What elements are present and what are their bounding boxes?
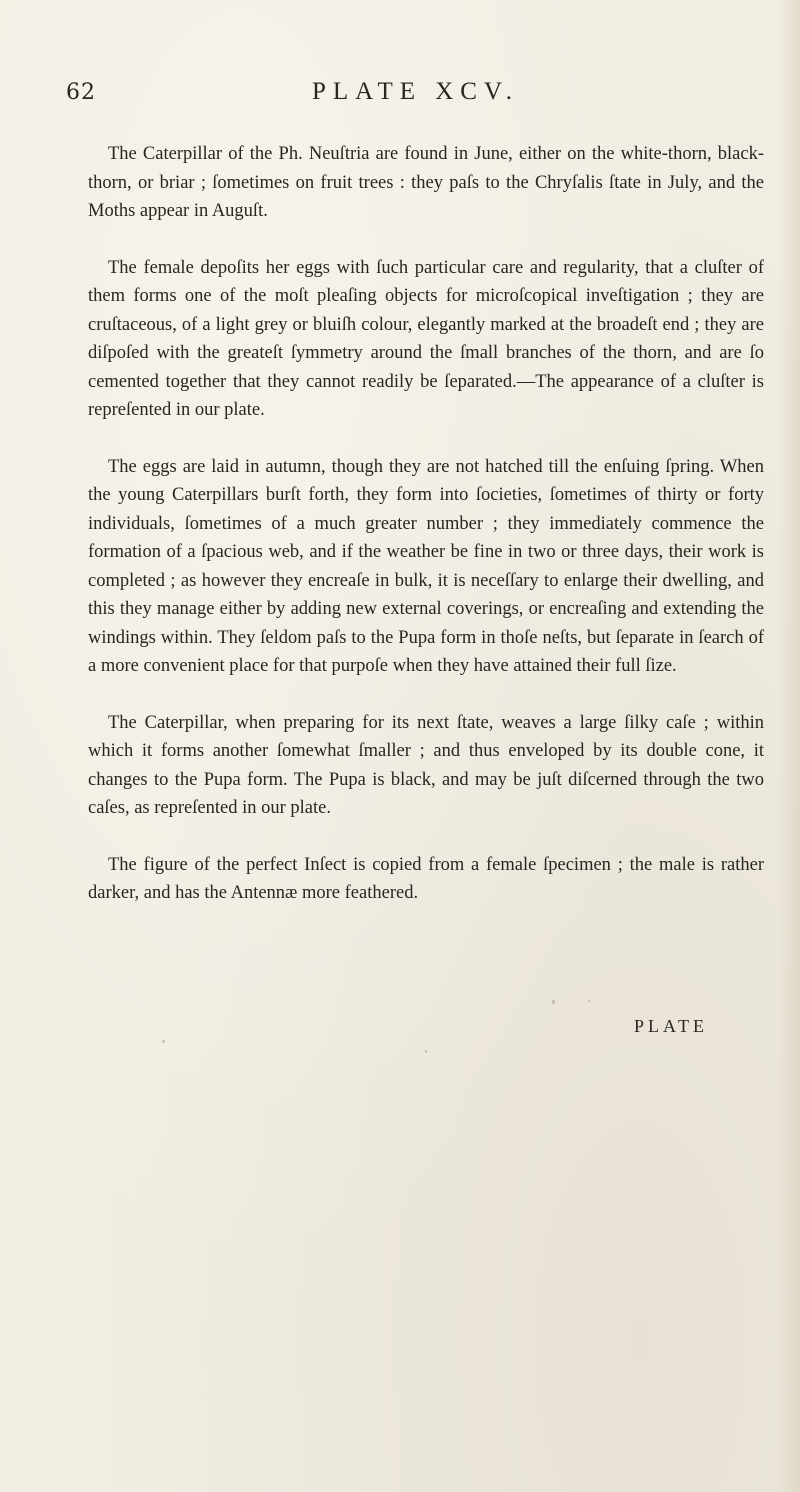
paragraph-4: The Caterpillar, when preparing for its next ſtate, weaves a large ſilky caſe ; within which it forms another ſomewhat ſmaller ; and thus enveloped by its double cone, it changes to the Pupa form. The Pupa is black, and may be juſt diſcerned through the two caſes, as repreſented in our plate. xyxy=(88,712,764,818)
paragraph-5: The figure of the perfect Inſect is copied from a female ſpecimen ; the male is rather darker, and has the Antennæ more feathered. xyxy=(88,854,764,903)
paragraph-3: The eggs are laid in autumn, though they are not hatched till the enſuing ſpring. When the young Caterpillars burſt forth, they form into ſocieties, ſometimes of thirty or forty individuals, ſometimes of a much greater number ; they immediately commence the formation of a ſpacious web, and if the weather be fine in two or three days, their work is completed ; as however they encreaſe in bulk, it is neceſſary to enlarge their dwelling, and this they manage either by adding new external coverings, or encreaſing and extending the windings within. They ſeldom paſs to the Pupa form in thoſe neſts, but ſeparate in ſearch of a more convenient place for that purpoſe when they have attained their full ſize. xyxy=(88,456,764,676)
paper-speck xyxy=(588,1000,590,1002)
paragraph-2: The female depoſits her eggs with ſuch particular care and regularity, that a cluſter of them forms one of the moſt pleaſing objects for microſcopical inveſtigation ; they are cruſtaceous, of a light grey or bluiſh colour, elegantly marked at the broadeſt end ; they are diſpoſed with the greateſt ſymmetry around the ſmall branches of the thorn, and are ſo cemented together that they cannot readily be ſeparated.—The appearance of a cluſter is repreſented in our plate. xyxy=(88,257,764,420)
body-text xyxy=(88,140,764,936)
paper-speck xyxy=(425,1050,427,1053)
page-number: 62 xyxy=(66,80,96,105)
catchword: PLATE xyxy=(634,1016,708,1036)
page-edge-shadow xyxy=(778,0,800,1492)
paragraph-1: The Caterpillar of the Ph. Neuſtria are found in June, either on the white-thorn, black-thorn, or briar ; ſometimes on fruit trees : they paſs to the Chryſalis ſtate in July, and the Moths appear in Auguſt. xyxy=(88,144,764,221)
plate-title: PLATE XCV. xyxy=(312,78,520,105)
paper-speck xyxy=(552,1000,555,1004)
paper-speck xyxy=(162,1040,165,1043)
page-header xyxy=(0,80,800,120)
